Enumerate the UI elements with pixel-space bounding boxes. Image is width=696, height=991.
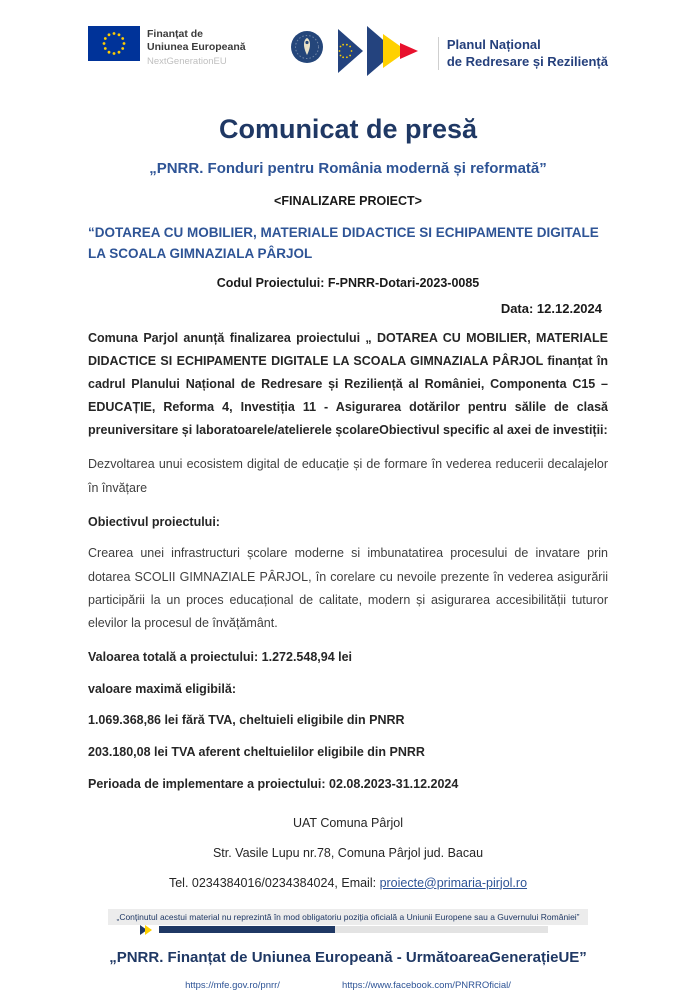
project-title-line1: “DOTAREA CU MOBILIER, MATERIALE DIDACTICE SI ECHIPAMENTE DIGITALE xyxy=(88,225,599,240)
specific-objective-paragraph: Dezvoltarea unui ecosistem digital de educație și de formare în vederea reducerii decalajelor în învățare xyxy=(88,457,608,495)
contact-address: Str. Vasile Lupu nr.78, Comuna Pârjol jud. Bacau xyxy=(212,845,484,860)
document-title: Comunicat de presă xyxy=(218,114,478,144)
implementation-period-line: Perioada de implementare a proiectului: 02.08.2023-31.12.2024 xyxy=(88,776,459,791)
objective-heading: Obiectivul proiectului: xyxy=(88,514,220,529)
facebook-pnrr-link[interactable]: https://www.facebook.com/PNRROficial/ xyxy=(341,979,511,991)
vat-line: 203.180,08 lei TVA aferent cheltuielilor eligibile din PNRR xyxy=(88,745,425,760)
disclaimer-band-wrap xyxy=(88,907,608,925)
pnrr-triangles-icon xyxy=(338,26,430,81)
contact-tel-email-line xyxy=(88,876,608,891)
total-value-line: Valoarea totală a proiectului: 1.272.548,94 lei xyxy=(88,649,353,664)
project-status-line: <FINALIZARE PROIECT> xyxy=(274,194,422,208)
pnrr-motto-subtitle: „PNRR. Fonduri pentru România modernă și reformată” xyxy=(149,160,547,177)
pnrr-logo-line2: de Redresare și Reziliență xyxy=(446,53,608,69)
government-emblem-icon xyxy=(290,51,324,68)
footer-links-row xyxy=(88,980,608,991)
pnrr-logo-text xyxy=(438,37,608,70)
footer-pnrr-slogan: „PNRR. Finanțat de Uniunea Europeană - UrmătoareaGenerațieUE” xyxy=(109,948,587,966)
eligible-no-vat-line: 1.069.368,86 lei fără TVA, cheltuieli eligibile din PNRR xyxy=(88,713,405,728)
footer-bar-navy xyxy=(159,926,335,933)
eu-funded-line1: Finanțat de xyxy=(147,28,204,40)
contact-tel-prefix: Tel. 0234384016/0234384024, Email: xyxy=(168,875,380,890)
pnrr-logo-line1: Planul Național xyxy=(446,37,541,53)
mfe-link[interactable]: https://mfe.gov.ro/pnrr/ xyxy=(185,979,280,991)
footer-progress-bar xyxy=(140,925,608,935)
eu-funded-logo xyxy=(88,26,246,68)
contact-block xyxy=(88,816,608,891)
project-code-line: Codul Proiectului: F-PNRR-Dotari-2023-0085 xyxy=(216,275,480,290)
eu-flag-icon xyxy=(88,26,140,66)
footer-bar-gray xyxy=(335,926,548,933)
header-logo-row xyxy=(88,26,608,88)
pnrr-logo xyxy=(338,26,608,81)
max-eligible-line: valoare maximă eligibilă: xyxy=(88,681,236,696)
objective-paragraph: Crearea unei infrastructuri școlare moderne si imbunatatirea procesului de invatare prin dotarea SCOLII GIMNAZIALE PÂRJOL, în corelare cu nevoile prezente în vederea asigurării participării la un proces educațional de calitate, modern și asigurarea accesibilității tuturor elevilor la procesul de învățământ. xyxy=(88,546,608,630)
contact-organization: UAT Comuna Pârjol xyxy=(293,815,403,830)
nextgeneration-eu-label: NextGenerationEU xyxy=(147,56,227,68)
project-title xyxy=(88,223,608,265)
project-title-line2: LA SCOALA GIMNAZIALA PÂRJOL xyxy=(88,245,313,261)
intro-paragraph: Comuna Parjol anunță finalizarea proiectului „ DOTAREA CU MOBILIER, MATERIALE DIDACTICE SI ECHIPAMENTE DIGITALE LA SCOALA GIMNAZIALA PÂRJOL finanțat în cadrul Planului Național de Redresare și Reziliență al României, Componenta C15 – EDUCAȚIE, Reforma 4, Investiția 11 - Asigurarea dotărilor pentru sălile de clasă preuniversitare și laboratoarele/atelierele școlareObiectivul specific al axei de investiții: xyxy=(88,330,608,438)
romanian-government-logo xyxy=(290,26,324,69)
contact-email-link[interactable]: proiecte@primaria-pirjol.ro xyxy=(379,875,528,890)
chevron-arrows-icon xyxy=(140,924,158,936)
eu-funded-line2: Uniunea Europeană xyxy=(147,41,246,54)
date-line: Data: 12.12.2024 xyxy=(500,300,602,316)
eu-funded-text xyxy=(147,26,246,68)
disclaimer-text: „Conținutul acestui material nu reprezintă în mod obligatoriu poziția oficială a Uniunii Europene sau a Guvernului României” xyxy=(108,909,587,925)
